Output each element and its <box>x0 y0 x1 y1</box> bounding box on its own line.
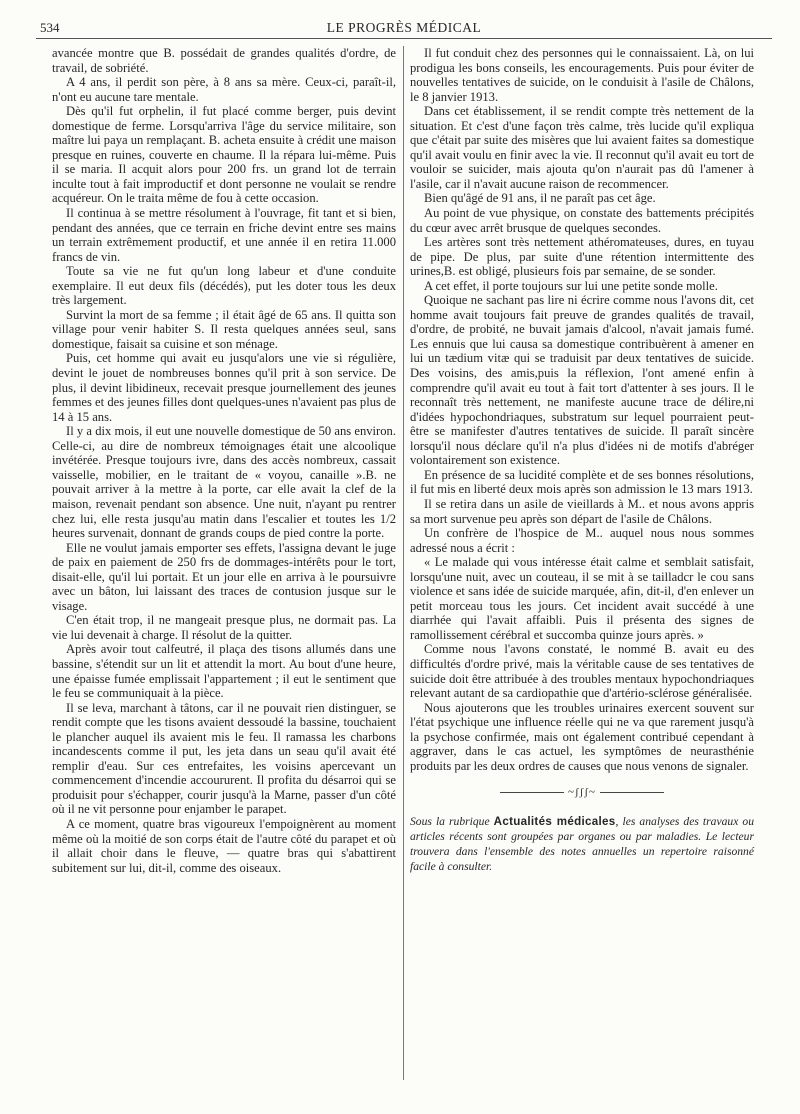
paragraph: Après avoir tout calfeutré, il plaça des tisons allumés dans une bassine, s'étendit sur un lit et attendit la mort. Au bout d'une heure, une épaisse fumée emplissait l'appartement ; il eut le sentiment que le feu se communiquait à la pièce. <box>52 642 396 701</box>
right-column-paragraphs <box>410 46 754 773</box>
paragraph: Il se leva, marchant à tâtons, car il ne pouvait rien distinguer, se rendit compte que les tisons avaient dessoudé la bassine, touchaient le plancher auquel ils avaient mis le feu. Il ramassa les charbons incandescents comme il put, les jeta dans un seau qu'il avait été remplir d'eau. Sur ces entrefaites, les voisins apercevant un commencement d'incendie accoururent. Il profita du désarroi qui se produisit pour s'échapper, courir jusqu'à la Marne, passer d'un côté où il ne vit personne pour enjamber le parapet. <box>52 700 396 817</box>
paragraph: Il fut conduit chez des personnes qui le connaissaient. Là, on lui prodigua les bons conseils, les encouragements. Puis pour éviter de nouvelles tentatives de suicide, on le conduisit à l'asile de Châlons, le 8 janvier 1913. <box>410 46 754 104</box>
paragraph: C'en était trop, il ne mangeait presque plus, ne dormait pas. La vie lui devenait à charge. Il résolut de la quitter. <box>52 613 396 642</box>
notice-text: , les analyses des travaux ou articles récents sont groupées par organes ou par maladies. Le lecteur trouvera dans l'ensemble des notes annuelles un repertoire raisonné facile à consulter. <box>410 814 754 873</box>
paragraph: Les artères sont très nettement athéromateuses, dures, en tuyau de pipe. De plus, par suite d'une rétention intermittente des urines,B. est obligé, plusieurs fois par semaine, de se sonder. <box>410 235 754 279</box>
ornament-flourish: ~ʃʃʃ~ <box>568 786 596 799</box>
ornament-line-left <box>500 792 564 793</box>
paragraph: A cet effet, il porte toujours sur lui une petite sonde molle. <box>424 278 718 293</box>
paragraph: Un confrère de l'hospice de M.. auquel nous nous sommes adressé nous a écrit : <box>410 526 754 555</box>
editorial-notice <box>410 814 754 874</box>
paragraph: Bien qu'âgé de 91 ans, il ne paraît pas cet âge. <box>424 191 656 206</box>
paragraph: Quoique ne sachant pas lire ni écrire comme nous l'avons dit, cet homme avait toujours fait preuve de grandes qualités de travail, d'ordre, de probité, ne buvait jamais d'alcool, n'avait jamais fumé. Les ennuis que lui causa sa domestique contribuèrent à amener en lui un tædium vitæ qui se traduisit par deux tentatives de suicide. Des voisins, des amis,puis la réflexion, l'ont amené enfin à comprendre qu'il avait eu tout à fait tort d'attenter à ses jours. Il le reconnaît très nettement, ne manifeste aucune trace de délire,ni d'idées hypochondriaques, substratum sur lequel pourraient peut-être se manifester d'autres tentatives de suicide. Il paraît sincère lorsqu'il nous déclare qu'il n'a plus d'idées ni de motifs d'abréger volontairement son existence. <box>410 293 754 468</box>
paragraph: « Le malade qui vous intéresse était calme et semblait satisfait, lorsqu'une nuit, avec un couteau, il se mit à se tailladcr le cou sans violence et sans idée de suicide marquée, afin, dit-il, d'en enlever un petit morceau tous les jours. Cet incident avait succédé à une diarrhée qui l'avait affaibli. Puis il présenta des signes de ramollissement cérébral et succomba quinze jours après. » <box>410 555 754 642</box>
paragraph: Nous ajouterons que les troubles urinaires exercent souvent sur l'état psychique une influence réelle qui ne va que rarement jusqu'à la psychose confirmée, mais ont également contribué cependant à aggraver, dans le cas actuel, les symptômes de neurasthénie produits par les deux ordres de causes que nous venons de signaler. <box>410 700 754 773</box>
paragraph: Dès qu'il fut orphelin, il fut placé comme berger, puis devint domestique de ferme. Lorsqu'arriva l'âge du service militaire, son maître lui paya un remplaçant. B. acheta ensuite à crédit une maison presque en ruines, couverte en chaume. Il la répara lui-même. Puis il se maria. Il acquit alors pour 200 frs. un grand lot de terrain inculte tout à fait improductif et dont personne ne voulait se rendre acquéreur. On le traita même de fou à cette occasion. <box>52 104 396 206</box>
column-divider <box>403 46 404 1080</box>
ornament-line-right <box>600 792 664 793</box>
paragraph: Puis, cet homme qui avait eu jusqu'alors une vie si régulière, devint le jouet de nombreuses bonnes qu'il prit à son service. De plus, il devint libidineux, recevait presque journellement des jeunes femmes et des jeunes filles dont quelques-unes n'avaient pas plus de 14 à 15 ans. <box>52 351 396 424</box>
paragraph: Il y a dix mois, il eut une nouvelle domestique de 50 ans environ. Celle-ci, au dire de nombreux témoignages était une alcoolique invétérée. Presque toujours ivre, dans des accès nombreux, cassait vaisselle, mobilier, en le traitant de « voyou, canaille ».B. ne pouvait arriver à la mettre à la porte, car elle avait la clef de la maison, revenait pendant son absence. Une nuit, n'ayant pu rentrer chez lui, elle resta jusqu'au matin dans l'escalier et toutes les 1/2 heures survenait, donnant de grands coups de pied contre la porte. <box>52 424 396 541</box>
paragraph: En présence de sa lucidité complète et de ses bonnes résolutions, il fut mis en liberté deux mois après son admission le 13 mars 1913. <box>410 467 754 497</box>
paragraph: Comme nous l'avons constaté, le nommé B. avait eu des difficultés d'ordre privé, mais la véritable cause de ses tentatives de suicide doit être attribuée à des troubles mentaux hypochondriaques relevant autant de sa cardiopathie que d'artério-sclérose généralisée. <box>410 642 754 701</box>
paragraph: Elle ne voulut jamais emporter ses effets, l'assigna devant le juge de paix en paiement de 250 frs de dommages-intérêts pour le tort, disait-elle, qu'il lui portait. Et un jour elle en arriva à le poursuivre avec un bâton, lui laissant des traces de contusion jusque sur le visage. <box>52 540 396 613</box>
paragraph: Dans cet établissement, il se rendit compte très nettement de la situation. Et c'est d'une façon très calme, très lucide qu'il expliqua que c'était par suite des misères que lui avaient faites sa domestique qu'il avait voulu en finir avec la vie. Il reconnut qu'il avait eu tort de vouloir se suicider, mais ajouta qu'on n'aurait pas dû l'amener à l'asile, car il n'avait aucune raison de recommencer. <box>410 104 754 191</box>
paragraph: Il continua à se mettre résolument à l'ouvrage, fit tant et si bien, pendant des années, que ce terrain en friche devint entre ses mains un terrain extrêmement productif, et une année il en retira 11.000 francs de vin. <box>52 206 396 264</box>
header-rule <box>36 38 772 39</box>
paragraph: A ce moment, quatre bras vigoureux l'empoignèrent au moment même où la moitié de son corps était de l'autre côté du parapet et où il allait choir dans le fleuve, — quatre bras qui s'abattirent subitement sur lui, dit-il, comme des oiseaux. <box>52 816 396 875</box>
page-header <box>36 14 772 36</box>
paragraph: avancée montre que B. possédait de grandes qualités d'ordre, de travail, de sobriété. <box>52 46 396 75</box>
paragraph: Toute sa vie ne fut qu'un long labeur et d'une conduite exemplaire. Il eut deux fils (décédés), put les doter tous les deux très largement. <box>52 264 396 308</box>
paragraph: Survint la mort de sa femme ; il était âgé de 65 ans. Il quitta son village pour venir habiter S. Il resta quelques années seul, sans domestique, faisait sa cuisine et son ménage. <box>52 307 396 351</box>
right-column <box>410 46 754 874</box>
paragraph: Au point de vue physique, on constate des battements précipités du cœur avec arrêt brusque de quelques secondes. <box>410 206 754 235</box>
paragraph: Il se retira dans un asile de vieillards à M.. et nous avons appris sa mort survenue peu après son départ de l'asile de Châlons. <box>410 496 754 526</box>
section-ornament <box>410 785 754 800</box>
notice-rubric: Actualités médicales <box>493 814 616 828</box>
notice-prefix: Sous la rubrique <box>410 814 490 828</box>
paragraph: A 4 ans, il perdit son père, à 8 ans sa mère. Ceux-ci, paraît-il, n'ont eu aucune tare mentale. <box>52 75 396 104</box>
left-column <box>52 46 396 875</box>
page-number: 534 <box>40 20 60 35</box>
journal-title: LE PROGRÈS MÉDICAL <box>326 20 482 35</box>
